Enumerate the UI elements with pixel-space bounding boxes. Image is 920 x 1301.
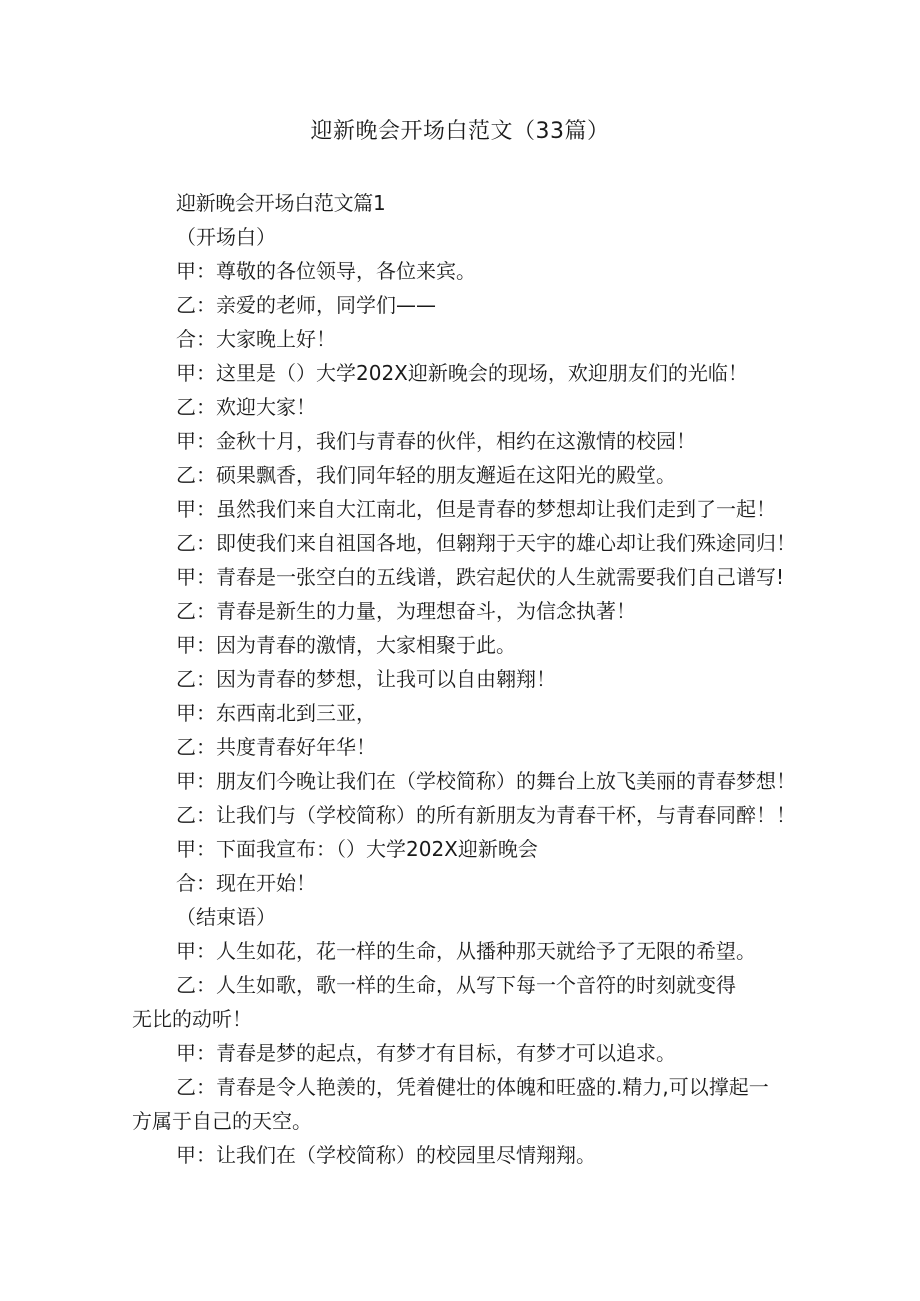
document-body (0, 186, 920, 1172)
document-title: 迎新晚会开场白范文（33篇） (310, 119, 610, 144)
text-line: 乙：让我们与（学校简称）的所有新朋友为青春干杯，与青春同醉！！ (176, 803, 796, 827)
text-line: 甲：金秋十月，我们与青春的伙伴，相约在这激情的校园！ (176, 429, 696, 453)
text-line: 甲：尊敬的各位领导，各位来宾。 (176, 259, 476, 283)
text-line: 合：大家晚上好！ (176, 327, 336, 351)
text-line-continuation: 方属于自己的天空。 (132, 1109, 312, 1133)
text-line: 甲：东西南北到三亚， (176, 701, 376, 725)
text-line: 乙：硕果飘香，我们同年轻的朋友邂逅在这阳光的殿堂。 (176, 463, 676, 487)
text-line: 乙：青春是新生的力量，为理想奋斗，为信念执著！ (176, 599, 636, 623)
text-line: 甲：这里是（）大学202X迎新晚会的现场，欢迎朋友们的光临！ (176, 361, 748, 385)
text-line: 乙：即使我们来自祖国各地，但翱翔于天宇的雄心却让我们殊途同归！ (176, 531, 796, 555)
text-line: 甲：下面我宣布：（）大学202X迎新晚会 (176, 837, 538, 861)
text-line: 合：现在开始！ (176, 871, 316, 895)
text-line: 甲：人生如花，花一样的生命，从播种那天就给予了无限的希望。 (176, 939, 756, 963)
text-line: 甲：虽然我们来自大江南北，但是青春的梦想却让我们走到了一起！ (176, 497, 776, 521)
text-line: 甲：朋友们今晚让我们在（学校简称）的舞台上放飞美丽的青春梦想！ (176, 769, 796, 793)
text-line: 甲：因为青春的激情，大家相聚于此。 (176, 633, 516, 657)
text-line: 甲：青春是梦的起点，有梦才有目标，有梦才可以追求。 (176, 1041, 676, 1065)
text-line: 乙：因为青春的梦想，让我可以自由翱翔！ (176, 667, 556, 691)
text-line: 乙：亲爱的老师，同学们—— (176, 293, 436, 317)
text-line: 甲：让我们在（学校简称）的校园里尽情翔翔。 (176, 1143, 596, 1167)
text-line: 甲：青春是一张空白的五线谱，跌宕起伏的人生就需要我们自己谱写! (176, 565, 785, 589)
section-heading: 迎新晚会开场白范文篇1 (176, 191, 386, 215)
text-line: 乙：欢迎大家！ (176, 395, 316, 419)
text-line: 乙：青春是令人艳羡的，凭着健壮的体魄和旺盛的.精力,可以撑起一 (176, 1075, 769, 1099)
text-line: （结束语） (176, 905, 276, 929)
text-line: 乙：共度青春好年华！ (176, 735, 376, 759)
text-line: （开场白） (176, 225, 276, 249)
text-line-continuation: 无比的动听！ (132, 1007, 252, 1031)
text-line: 乙：人生如歌，歌一样的生命，从写下每一个音符的时刻就变得 (176, 973, 736, 997)
